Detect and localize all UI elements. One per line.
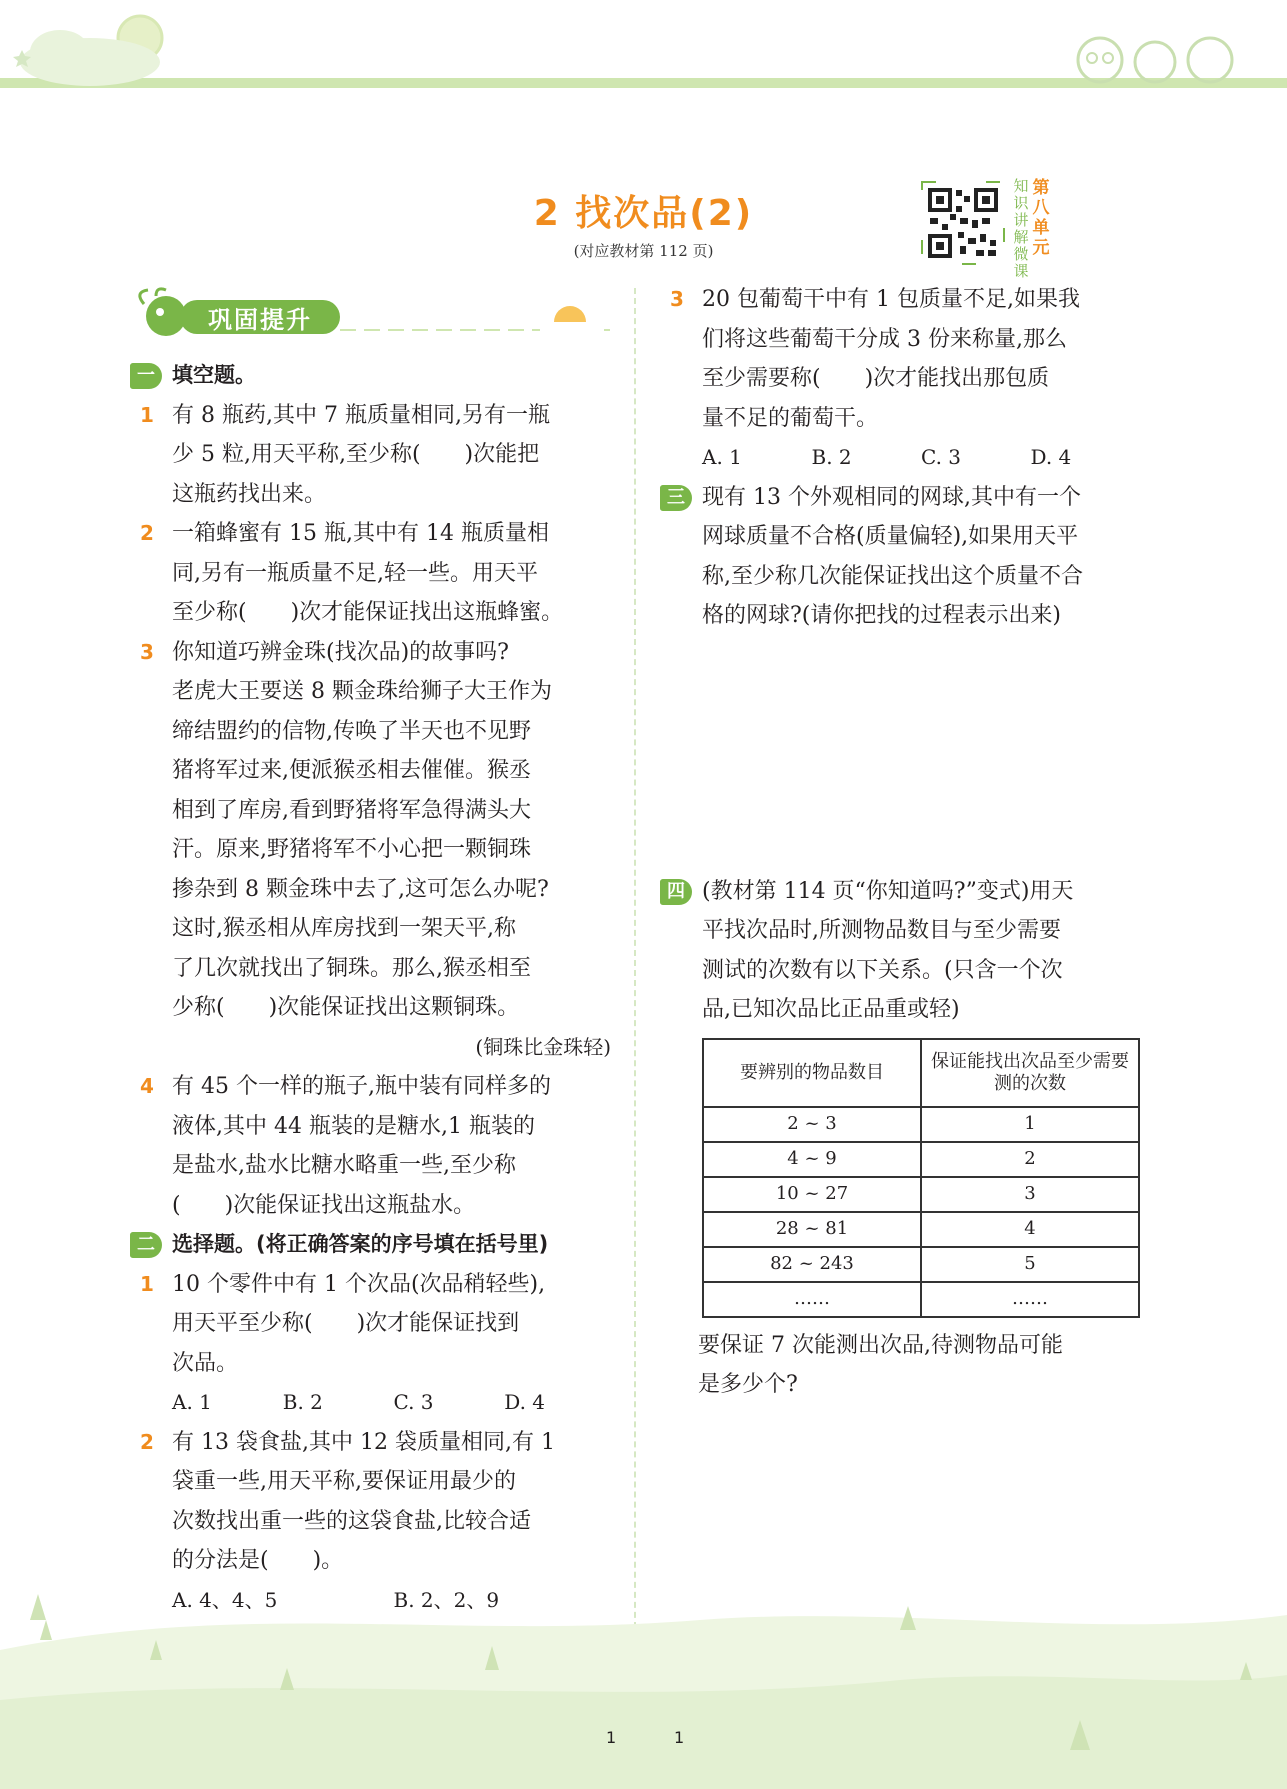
section-tag: 三 [660,485,692,511]
section-choice-title: 二 选择题。(将正确答案的序号填在括号里) [130,1225,615,1265]
option-c[interactable]: C. 3 [393,1390,434,1414]
table-row: 82 ~ 243 5 [703,1247,1139,1282]
table-header-row [703,1039,1139,1107]
table-row: 4 ~ 9 2 [703,1142,1139,1177]
table-question: 四 (教材第 114 页“你知道吗?”变式)用天 平找次品时,所测物品数目与至少需要 测试的次数有以下关系。(只含一个次 品,已知次品比正品重或轻) [660,872,1140,1030]
choice-options-3 [660,438,1140,478]
unit-side-tag [1012,177,1058,280]
table-row: 28 ~ 81 4 [703,1212,1139,1247]
left-column [130,356,615,1660]
tennis-ball-question: 三 现有 13 个外观相同的网球,其中有一个 网球质量不合格(质量偏轻),如果用天平 称,至少称几次能保证找出这个质量不合 格的网球?(请你把找的过程表示出来) [660,478,1140,636]
cloud-sun-decoration [0,0,220,90]
option-d[interactable]: D. 4 [1030,445,1072,469]
page-subtitle: (对应教材第 112 页) [573,242,714,260]
section-tag: 四 [660,879,692,905]
option-a[interactable]: A. 1 [172,1390,212,1414]
choice-question-2: 2 有 13 袋食盐,其中 12 袋质量相同,有 1 袋重一些,用天平称,要保证用最少的 次数找出重一些的这袋食盐,比较合适 的分法是( )。 [140,1429,555,1573]
page-title: 2 找次品(2) [533,193,754,234]
table-row: 2 ~ 3 1 [703,1107,1139,1142]
micro-lesson-label: 知 识 讲 解 微 课 [1013,177,1029,280]
fill-question-4: 4 有 45 个一样的瓶子,瓶中装有同样多的 液体,其中 44 瓶装的是糖水,1 瓶装的 是盐水,盐水比糖水略重一些,至少称 ( )次能保证找出这瓶盐水。 [140,1074,551,1218]
answer-space[interactable] [660,636,1140,872]
qr-code-icon[interactable] [920,180,1006,266]
section-tag: 二 [130,1232,162,1258]
banner-label: 巩固提升 [208,306,312,334]
section-fill-title: 一 填空题。 [130,356,615,396]
right-column [660,280,1140,1405]
page-number-right: 1 [674,1728,685,1747]
unit-label: 第 八 单 元 [1032,178,1050,258]
table-header-cell: 要辨别的物品数目 [703,1039,921,1107]
fill-question-2: 2 一箱蜂蜜有 15 瓶,其中有 14 瓶质量相 同,另有一瓶质量不足,轻一些。用天平 至少称( )次才能保证找出这瓶蜂蜜。 [140,521,564,625]
fill-question-1: 1 有 8 瓶药,其中 7 瓶质量相同,另有一瓶 少 5 粒,用天平称,至少称( )次能把 这瓶药找出来。 [140,402,550,507]
section-tag: 一 [130,363,162,389]
animals-decoration [1060,20,1260,90]
table-row: 10 ~ 27 3 [703,1177,1139,1212]
relation-table [702,1038,1140,1318]
choice-question-1: 1 10 个零件中有 1 个次品(次品稍轻些), 用天平至少称( )次才能保证找到 次品。 [140,1271,546,1376]
choice-options-1 [130,1383,615,1423]
option-d[interactable]: D. 4 [504,1390,546,1414]
option-b[interactable]: B. 2 [811,445,852,469]
option-a[interactable]: A. 4、4、5 [172,1587,278,1612]
page-title-block [0,185,1287,261]
table-followup: 要保证 7 次能测出次品,待测物品可能 是多少个? [698,1332,1063,1397]
option-b[interactable]: B. 2、2、9 [393,1587,500,1612]
ground-decoration [0,1560,1287,1789]
table-row: …… …… [703,1282,1139,1317]
option-b[interactable]: B. 2 [282,1390,323,1414]
question-note: (铜珠比金珠轻) [475,1034,611,1059]
choice-question-3: 3 20 包葡萄干中有 1 包质量不足,如果我 们将这些葡萄干分成 3 份来称量,那么 至少需要称( )次才能找出那包质 量不足的葡萄干。 [670,287,1080,431]
page-number-left: 1 [606,1728,617,1747]
option-c[interactable]: C. 3 [921,445,962,469]
column-divider [634,288,636,1648]
section-banner [130,286,610,342]
table-header-cell: 保证能找出次品至少需要测的次数 [921,1039,1139,1107]
option-a[interactable]: A. 1 [702,445,742,469]
fill-question-3: 3 你知道巧辨金珠(找次品)的故事吗? 老虎大王要送 8 颗金珠给狮子大王作为 缔结盟约的信物,传唤了半天也不见野 猪将军过来,便派猴丞相去催催。猴丞 相到了库房,看到野猪将军急得满头大 汗。原来,野猪将军不小心把一颗铜珠 掺杂到 8 颗金珠中去了,这可怎么办呢? 这时,猴丞相从库房找到一架天平,称 了几次就找出了铜珠。那么,猴丞相至 少称( )次能保证找出这颗铜珠。 (铜珠比金珠轻) [130,633,615,1068]
